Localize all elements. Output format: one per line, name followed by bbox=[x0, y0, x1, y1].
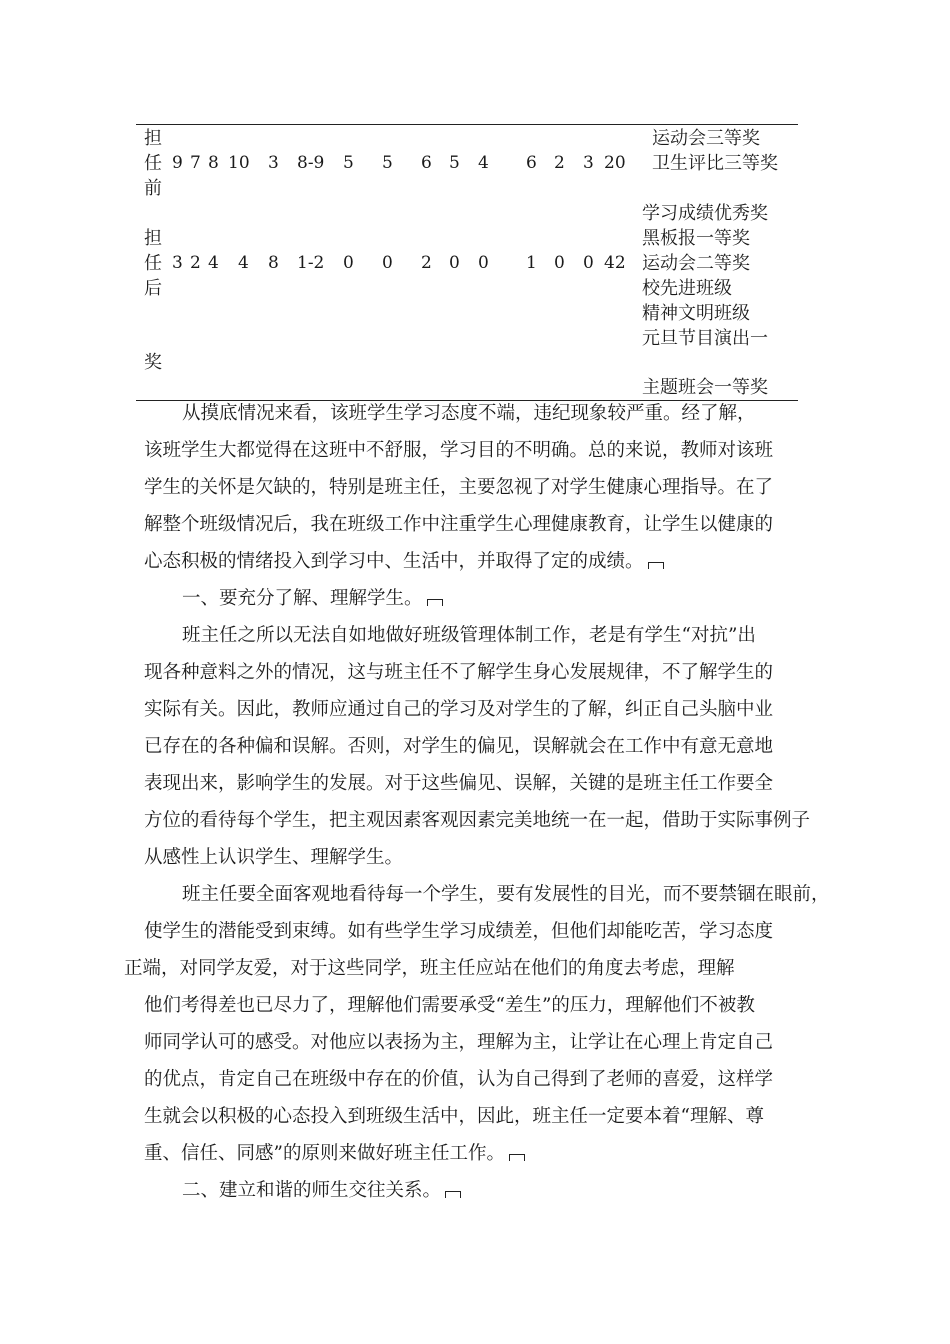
table-cell: 8 bbox=[208, 153, 219, 173]
row-label-char: 担 bbox=[144, 228, 162, 249]
paragraph-line: 实际有关。因此，教师应通过自己的学习及对学生的了解，纠正自己头脑中业 bbox=[144, 699, 774, 720]
paragraph-line: 现各种意料之外的情况，这与班主任不了解学生身心发展规律，不了解学生的 bbox=[144, 662, 774, 683]
return-mark-icon bbox=[427, 599, 443, 606]
table-cell: 5 bbox=[382, 153, 393, 173]
table-cell: 1 bbox=[526, 253, 537, 273]
award-item: 校先进班级 bbox=[642, 278, 732, 299]
table-cell: 9 bbox=[172, 153, 183, 173]
row-label-char: 担 bbox=[144, 128, 162, 149]
table-cell: 2 bbox=[190, 253, 201, 273]
paragraph-line: 师同学认可的感受。对他应以表扬为主，理解为主，让学让在心理上肯定自己 bbox=[144, 1032, 774, 1053]
return-mark-icon bbox=[648, 562, 664, 569]
table-top-rule bbox=[136, 124, 798, 125]
paragraph-line: 他们考得差也已尽力了，理解他们需要承受“差生”的压力，理解他们不被教 bbox=[144, 995, 755, 1016]
paragraph-line: 班主任要全面客观地看待每一个学生，要有发展性的目光，而不要禁锢在眼前， bbox=[182, 884, 830, 905]
paragraph-line: 班主任之所以无法自如地做好班级管理体制工作，老是有学生“对抗”出 bbox=[182, 625, 756, 646]
award-item: 精神文明班级 bbox=[642, 303, 750, 324]
award-item: 元旦节目演出一 bbox=[642, 328, 768, 349]
paragraph-line: 学生的关怀是欠缺的，特别是班主任，主要忽视了对学生健康心理指导。在了 bbox=[144, 477, 774, 498]
row-values-before bbox=[0, 151, 950, 175]
table-cell: 7 bbox=[190, 153, 201, 173]
table-cell: 4 bbox=[478, 153, 489, 173]
award-item: 运动会二等奖 bbox=[642, 253, 750, 274]
awards-before bbox=[652, 126, 778, 176]
table-cell: 4 bbox=[238, 253, 249, 273]
paragraph-line: 使学生的潜能受到束缚。如有些学生学习成绩差，但他们却能吃苦，学习态度 bbox=[144, 921, 774, 942]
table-bottom-rule bbox=[136, 400, 798, 401]
table-cell: 42 bbox=[604, 253, 626, 273]
table-cell: 1-2 bbox=[297, 253, 325, 273]
award-item: 卫生评比三等奖 bbox=[652, 153, 778, 174]
table-cell: 0 bbox=[478, 253, 489, 273]
paragraph-line: 生就会以积极的心态投入到班级生活中，因此，班主任一定要本着“理解、尊 bbox=[144, 1106, 764, 1127]
table-cell: 8-9 bbox=[297, 153, 325, 173]
row-label-char: 任 bbox=[144, 153, 162, 174]
paragraph-line: 从摸底情况来看，该班学生学习态度不端，违纪现象较严重。经了解， bbox=[182, 403, 756, 424]
paragraph-text: 重、信任、同感”的原则来做好班主任工作。 bbox=[144, 1143, 505, 1164]
award-item-wrap: 奖 bbox=[144, 352, 162, 373]
awards-after bbox=[642, 201, 768, 351]
table-cell: 0 bbox=[343, 253, 354, 273]
table-cell: 2 bbox=[554, 153, 565, 173]
table-cell: 0 bbox=[382, 253, 393, 273]
table-cell: 3 bbox=[268, 153, 279, 173]
table-cell: 0 bbox=[554, 253, 565, 273]
row-label-char: 前 bbox=[144, 178, 162, 199]
table-cell: 6 bbox=[421, 153, 432, 173]
paragraph-line bbox=[144, 550, 664, 574]
row-label-char: 后 bbox=[144, 278, 162, 299]
table-cell: 0 bbox=[583, 253, 594, 273]
award-item: 主题班会一等奖 bbox=[642, 377, 768, 398]
section-heading-1 bbox=[182, 587, 443, 611]
paragraph-line bbox=[144, 1142, 525, 1166]
award-item: 运动会三等奖 bbox=[652, 128, 760, 149]
return-mark-icon bbox=[509, 1154, 525, 1161]
heading-text: 二、建立和谐的师生交往关系。 bbox=[182, 1180, 442, 1201]
paragraph-line: 该班学生大都觉得在这班中不舒服，学习目的不明确。总的来说，教师对该班 bbox=[144, 440, 774, 461]
award-item: 学习成绩优秀奖 bbox=[642, 203, 768, 224]
table-cell: 0 bbox=[449, 253, 460, 273]
paragraph-line: 方位的看待每个学生，把主观因素客观因素完美地统一在一起，借助于实际事例子 bbox=[144, 810, 811, 831]
table-cell: 5 bbox=[449, 153, 460, 173]
paragraph-text: 心态积极的情绪投入到学习中、生活中，并取得了定的成绩。 bbox=[144, 551, 644, 572]
section-heading-2 bbox=[182, 1179, 461, 1203]
table-cell: 5 bbox=[343, 153, 354, 173]
row-values-after bbox=[0, 251, 950, 275]
paragraph-line: 已存在的各种偏和误解。否则，对学生的偏见，误解就会在工作中有意无意地 bbox=[144, 736, 774, 757]
paragraph-line: 正端，对同学友爱，对于这些同学，班主任应站在他们的角度去考虑，理解 bbox=[124, 958, 735, 979]
table-cell: 4 bbox=[208, 253, 219, 273]
heading-text: 一、要充分了解、理解学生。 bbox=[182, 588, 423, 609]
row-label-char: 任 bbox=[144, 253, 162, 274]
table-cell: 6 bbox=[526, 153, 537, 173]
paragraph-line: 表现出来，影响学生的发展。对于这些偏见、误解，关键的是班主任工作要全 bbox=[144, 773, 774, 794]
paragraph-line: 解整个班级情况后，我在班级工作中注重学生心理健康教育，让学生以健康的 bbox=[144, 514, 774, 535]
table-cell: 2 bbox=[421, 253, 432, 273]
award-item: 黑板报一等奖 bbox=[642, 228, 750, 249]
paragraph-line: 的优点，肯定自己在班级中存在的价值，认为自己得到了老师的喜爱，这样学 bbox=[144, 1069, 774, 1090]
return-mark-icon bbox=[445, 1191, 461, 1198]
table-cell: 8 bbox=[268, 253, 279, 273]
table-cell: 3 bbox=[583, 153, 594, 173]
table-cell: 10 bbox=[228, 153, 250, 173]
table-cell: 20 bbox=[604, 153, 626, 173]
table-cell: 3 bbox=[172, 253, 183, 273]
paragraph-line: 从感性上认识学生、理解学生。 bbox=[144, 847, 404, 868]
